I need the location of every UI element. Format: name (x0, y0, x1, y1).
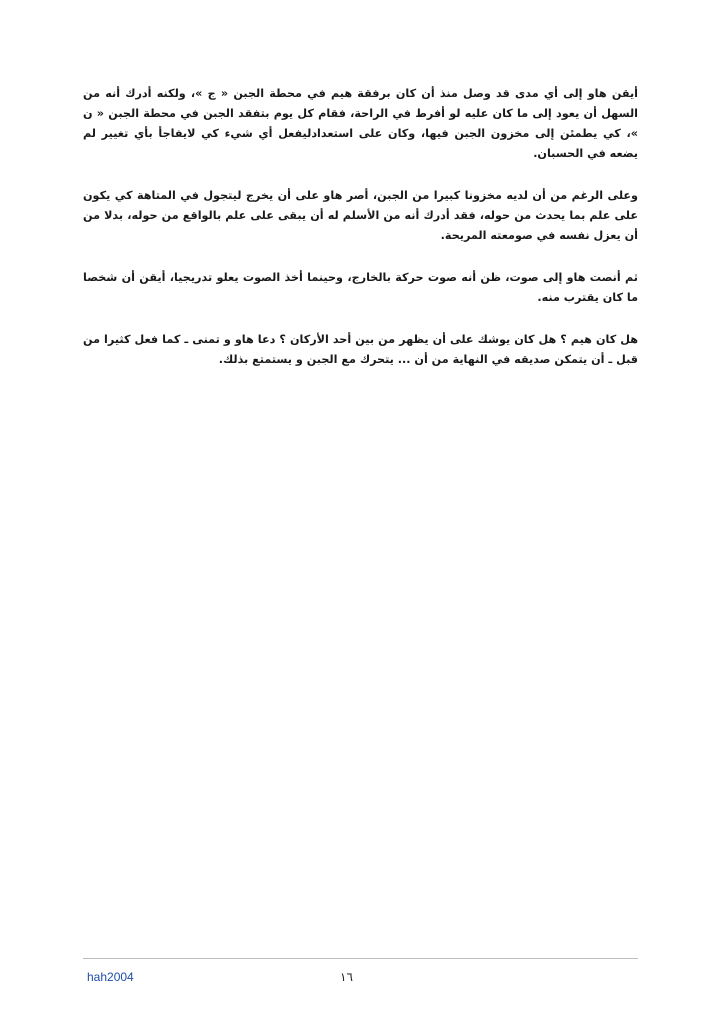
paragraph: أيقن هاو إلى أي مدى قد وصل منذ أن كان برفقة هيم في محطة الجبن « ج »، ولكنه أدرك أنه من السهل أن يعود إلى ما كان عليه لو أفرط في الراحة، فقام كل يوم بتفقد الجبن في محطة الجبن « ن »، كي يطمئن إلى مخزون الجبن فيها، وكان على استعدادليفعل أي شيء كي لايفاجأ بأي تغيير لم يضعه في الحسبان. (83, 87, 638, 160)
paragraph: وعلى الرغم من أن لديه مخزونا كبيرا من الجبن، أصر هاو على أن يخرج ليتجول في المتاهة كي يكون على علم بما يحدث من حوله، فقد أدرك أنه من الأسلم له أن يبقى على علم بالواقع من حوله، بدلا من أن يعزل نفسه في صومعته المريحة. (83, 189, 638, 242)
paragraph: ثم أنصت هاو إلى صوت، ظن أنه صوت حركة بالخارج، وحينما أخذ الصوت يعلو تدريجيا، أيقن أن شخصا ما كان يقترب منه. (83, 271, 638, 304)
body-text (83, 84, 638, 392)
footer-divider (83, 958, 638, 959)
page-number: ١٦ (340, 970, 353, 984)
footer-label: hah2004 (87, 970, 134, 984)
paragraph: هل كان هيم ؟ هل كان يوشك على أن يظهر من بين أحد الأركان ؟ دعا هاو و تمنى ـ كما فعل كثيرا من قبل ـ أن يتمكن صديقه في النهاية من أن ... يتحرك مع الجبن و يستمتع بذلك. (83, 333, 638, 366)
